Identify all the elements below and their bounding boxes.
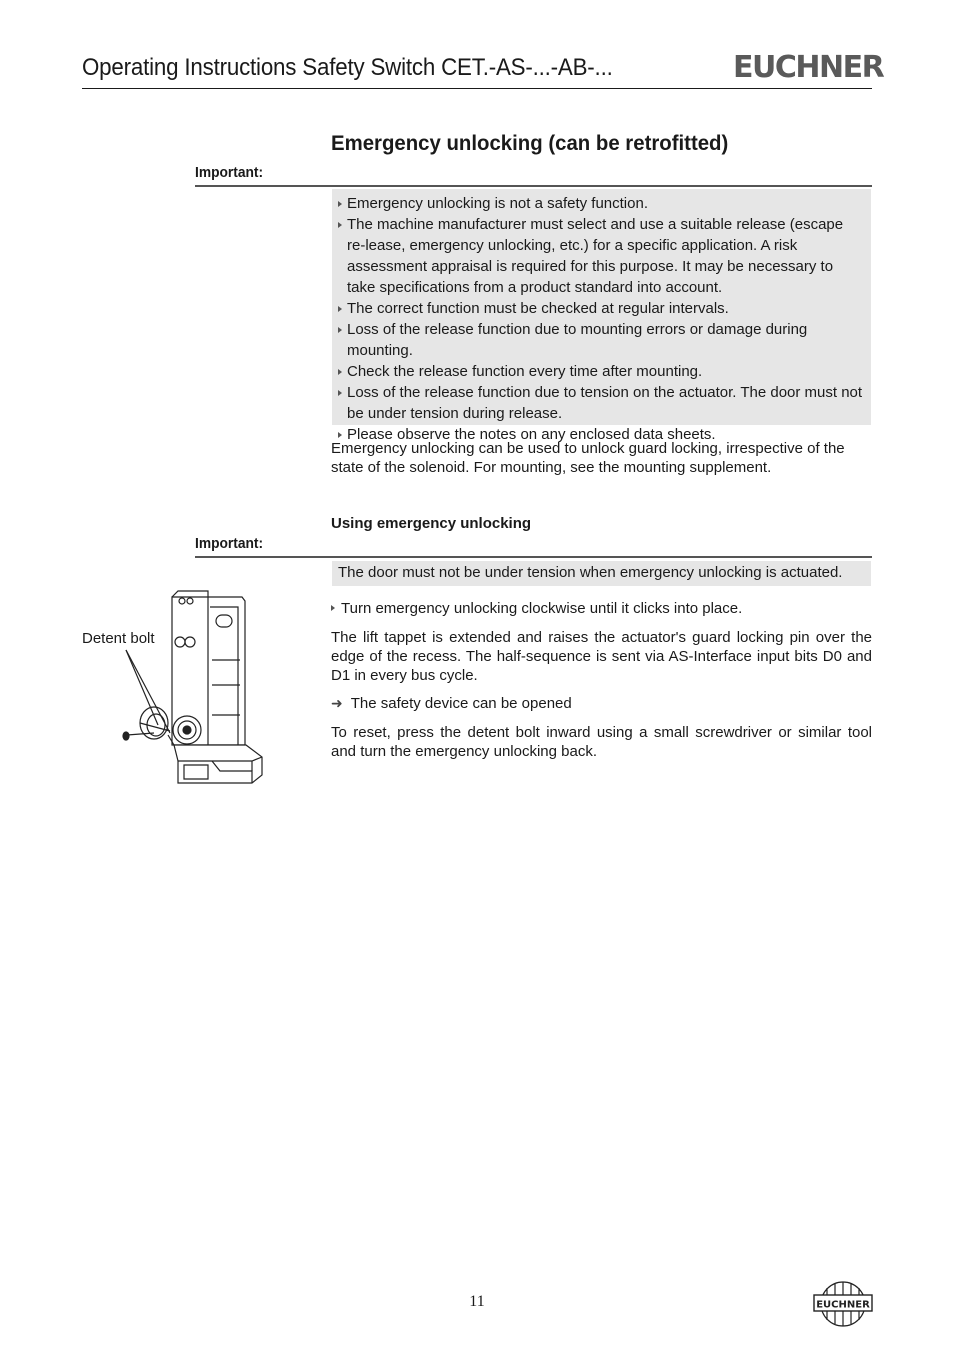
important-label: Important: (195, 165, 264, 181)
bullet-triangle-icon (331, 605, 335, 611)
description-paragraph: The lift tappet is extended and raises the actuator's guard locking pin over the edge of the recess. The half-sequence is sent via AS-Interface input bits D0 and D1 in every bus cycle. (331, 629, 872, 684)
list-item: Check the release function every time after mounting. (337, 361, 865, 382)
euchner-logo: EUCHNER (733, 50, 884, 85)
important-divider (195, 556, 872, 558)
list-item: Loss of the release function due to mounting errors or damage during mounting. (337, 319, 865, 361)
important-label: Important: (195, 536, 264, 552)
safety-switch-illustration (112, 585, 272, 795)
figure-label: Detent bolt (82, 630, 155, 647)
document-title: Operating Instructions Safety Switch CET.-AS-...-AB-... (82, 54, 613, 81)
step-item: Turn emergency unlocking clockwise until it clicks into place. (331, 599, 742, 618)
important-list (332, 189, 871, 448)
important-divider (195, 185, 872, 187)
subheading-using: Using emergency unlocking (331, 515, 532, 532)
list-item: Loss of the release function due to tension on the actuator. The door must not be under tension during release. (337, 382, 865, 424)
result-item: ➜ The safety device can be opened (331, 695, 572, 712)
important-box (332, 189, 871, 443)
svg-text:EUCHNER: EUCHNER (816, 1299, 870, 1311)
section-heading: Emergency unlocking (can be retrofitted) (331, 132, 729, 155)
intro-paragraph: Emergency unlocking can be used to unlock guard locking, irrespective of the state of the solenoid. For mounting, see the mounting supplement. (331, 440, 845, 476)
list-item: Please observe the notes on any enclosed data sheets. (337, 424, 865, 445)
page-number: 11 (469, 1293, 485, 1310)
important-note-box (332, 561, 871, 586)
list-item: The machine manufacturer must select and use a suitable release (escape re-lease, emergency unlocking, etc.) for a specific application. A risk assessment appraisal is required for this purpose. It may be necessary to take specifications from a product standard into account. (337, 214, 865, 298)
list-item: The correct function must be checked at regular intervals. (337, 298, 865, 319)
reset-paragraph: To reset, press the detent bolt inward using a small screwdriver or similar tool and turn the emergency unlocking back. (331, 724, 872, 760)
euchner-seal-logo (811, 1278, 875, 1330)
arrow-right-icon: ➜ (331, 695, 343, 711)
header-divider (82, 88, 872, 89)
important-note: The door must not be under tension when emergency unlocking is actuated. (338, 564, 843, 581)
list-item: Emergency unlocking is not a safety function. (337, 193, 865, 214)
